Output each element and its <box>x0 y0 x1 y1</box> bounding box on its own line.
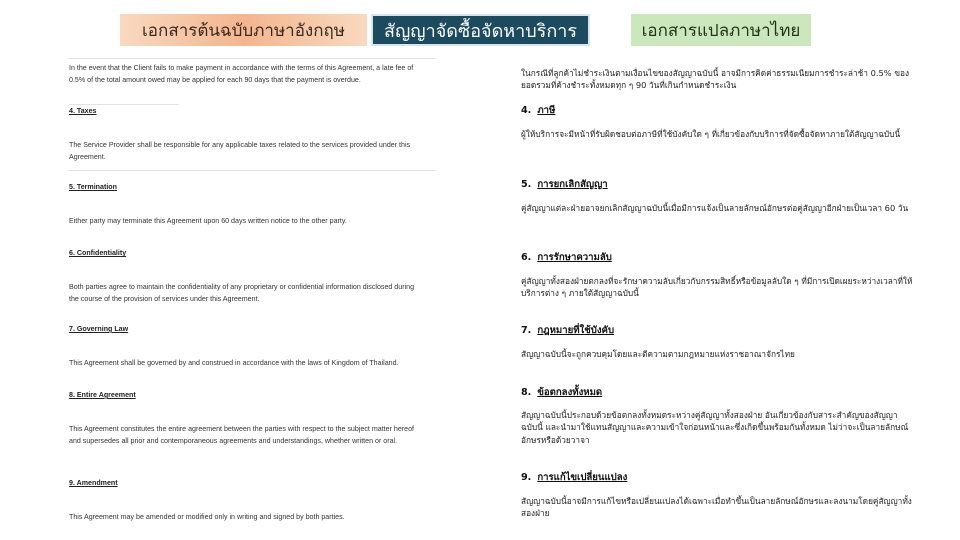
section-title: ภาษี <box>537 105 556 116</box>
english-body-termination: Either party may terminate this Agreement upon 60 days written notice to the other party. <box>69 217 347 225</box>
thai-body-entire-agreement: สัญญาฉบับนี้ประกอบด้วยข้อตกลงทั้งหมดระหว่างคู่สัญญาทั้งสองฝ่าย อันเกี่ยวข้องกับสาระสำคัญของสัญญาฉบับนี้ และนำมาใช้แทนสัญญาและความเข้าใจก่อนหน้าและซึ่งเกิดขึ้นพร้อมกันทั้งหมด ไม่ว่าจะเป็นลายลักษณ์อักษรหรือด้วยวาจา <box>521 410 909 445</box>
section-title: การยกเลิกสัญญา <box>537 179 608 190</box>
section-number: 4. <box>521 105 532 116</box>
english-body-entire-agreement: This Agreement constitutes the entire agreement between the parties with respect to the subject matter hereof and supersedes all prior and contemporaneous agreements and understandings, whether written or oral. <box>69 425 415 445</box>
section-number: 5. <box>521 179 532 190</box>
section-number: 7. <box>521 325 532 336</box>
english-document <box>69 0 435 540</box>
english-body-amendment: This Agreement may be amended or modified only in writing and signed by both parties. <box>69 513 345 521</box>
english-body-governing-law: This Agreement shall be governed by and construed in accordance with the laws of Kingdom of Thailand. <box>69 359 399 367</box>
original-english-label: เอกสารต้นฉบับภาษาอังกฤษ <box>120 14 367 46</box>
thai-heading-governing-law <box>521 323 614 338</box>
english-body-taxes: The Service Provider shall be responsible for any applicable taxes related to the services provided under this Agreement. <box>69 141 411 161</box>
english-intro: In the event that the Client fails to make payment in accordance with the terms of this Agreement, a late fee of 0.5% of the total amount owed may be applied for each 90 days that the payment is overdue. <box>69 64 414 84</box>
thai-body-taxes: ผู้ให้บริการจะมีหน้าที่รับผิดชอบต่อภาษีที่ใช้บังคับใด ๆ ที่เกี่ยวข้องกับบริการที่จัดซื้อจัดหาภายใต้สัญญาฉบับนี้ <box>521 129 901 139</box>
thai-document <box>521 0 916 540</box>
english-heading-taxes: 4. Taxes <box>69 107 97 115</box>
divider <box>69 58 435 59</box>
english-heading-governing-law: 7. Governing Law <box>69 325 129 333</box>
english-heading-amendment: 9. Amendment <box>69 479 118 487</box>
thai-intro: ในกรณีที่ลูกค้าไม่ชำระเงินตามเงื่อนไขของสัญญาฉบับนี้ อาจมีการคิดค่าธรรมเนียมการชำระล่าช้า 0.5% ของยอดรวมที่ค้างชำระทั้งหมดทุก ๆ 90 วันที่เกินกำหนดชำระเงิน <box>521 68 910 91</box>
divider <box>69 170 435 171</box>
contract-title-badge: สัญญาจัดซื้อจัดหาบริการ <box>371 14 590 46</box>
section-number: 8. <box>521 387 532 398</box>
thai-body-confidentiality: คู่สัญญาทั้งสองฝ่ายตกลงที่จะรักษาความลับเกี่ยวกับกรรมสิทธิ์หรือข้อมูลลับใด ๆ ที่มีการเปิดเผยระหว่างเวลาที่ให้บริการต่าง ๆ ภายใต้สัญญาฉบับนี้ <box>521 276 913 299</box>
thai-body-amendment: สัญญาฉบับนี้อาจมีการแก้ไขหรือเปลี่ยนแปลงได้เฉพาะเมื่อทำขึ้นเป็นลายลักษณ์อักษรและลงนามโดยคู่สัญญาทั้งสองฝ่าย <box>521 496 912 519</box>
english-heading-termination: 5. Termination <box>69 183 117 191</box>
section-title: การแก้ไขเปลี่ยนแปลง <box>537 472 628 483</box>
thai-body-governing-law: สัญญาฉบับนี้จะถูกควบคุมโดยและตีความตามกฎหมายแห่งราชอาณาจักรไทย <box>521 349 795 359</box>
thai-body-termination: คู่สัญญาแต่ละฝ่ายอาจยกเลิกสัญญาฉบับนี้เมื่อมีการแจ้งเป็นลายลักษณ์อักษรต่อคู่สัญญาอีกฝ่ายเป็นเวลา 60 วัน <box>521 203 909 213</box>
section-number: 6. <box>521 252 532 263</box>
thai-heading-amendment <box>521 470 627 485</box>
thai-heading-confidentiality <box>521 250 612 265</box>
section-title: การรักษาความลับ <box>537 252 612 263</box>
divider <box>69 104 179 105</box>
english-heading-entire-agreement: 8. Entire Agreement <box>69 391 136 399</box>
english-heading-confidentiality: 6. Confidentiality <box>69 249 127 257</box>
thai-heading-termination <box>521 177 608 192</box>
english-body-confidentiality: Both parties agree to maintain the confidentiality of any proprietary or confidential information disclosed during the course of the provision of services under this Agreement. <box>69 283 415 303</box>
thai-heading-entire-agreement <box>521 385 602 400</box>
section-title: ข้อตกลงทั้งหมด <box>537 387 603 398</box>
section-number: 9. <box>521 472 532 483</box>
thai-heading-taxes <box>521 103 555 118</box>
section-title: กฎหมายที่ใช้บังคับ <box>537 325 615 336</box>
thai-translation-label: เอกสารแปลภาษาไทย <box>631 14 811 46</box>
